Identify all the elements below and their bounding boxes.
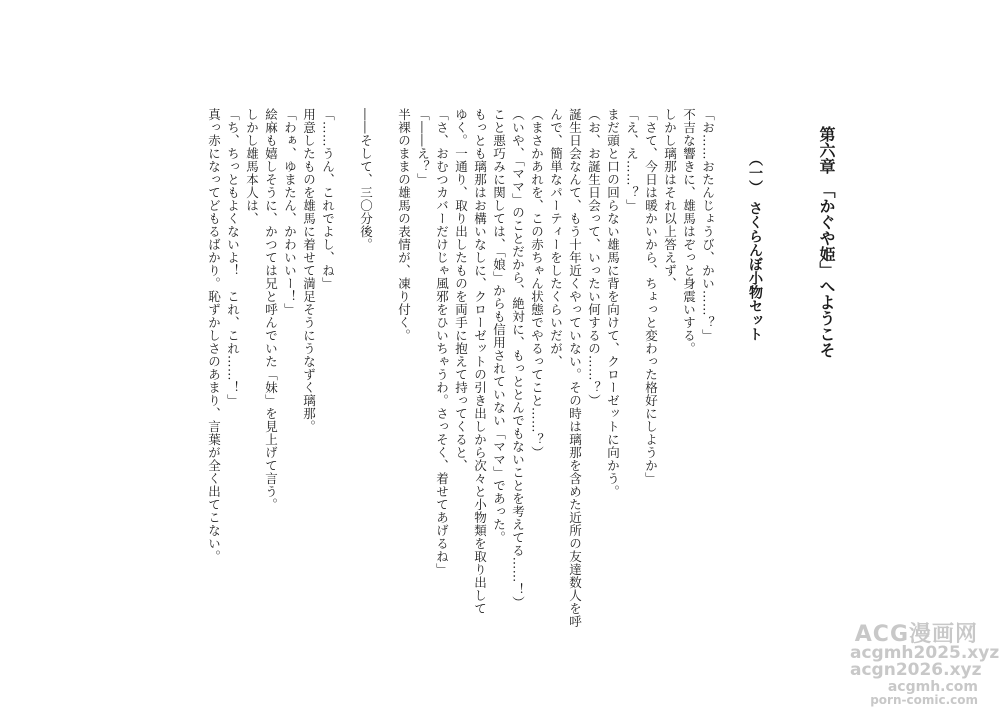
watermark-line: acgmh2025.xyz: [850, 643, 1000, 663]
watermark-line: porn-comic.com: [870, 693, 978, 707]
text-line: んで、簡単なパーティーをしたくらいだが、: [548, 108, 564, 368]
text-line: 誕生日会なんて、もう十年近くやっていない。その時は璃那を含めた近所の友達数人を呼: [567, 108, 583, 628]
text-line: 「お……おたんじょうび、かい……？」: [700, 108, 716, 342]
text-line: 不吉な響きに、雄馬はぞっと身震いする。: [681, 108, 697, 355]
text-line: 「……うん、これでよし、ね」: [320, 108, 336, 290]
text-line: 半裸のままの雄馬の表情が、凍り付く。: [396, 108, 412, 342]
text-line: まだ頭と口の回らない雄馬に背を向けて、クローゼットに向かう。: [605, 108, 621, 498]
text-line: ――そして、三〇分後。: [358, 108, 374, 251]
text-line: 「ち、ちっともよくないよ！ これ、これ……！」: [225, 108, 241, 407]
text-line: もっとも璃那はお構いなしに、クローゼットの引き出しから次々と小物類を取り出して: [472, 108, 488, 615]
text-line: 真っ赤になってどもるばかり。恥ずかしさのあまり、言葉が全く出てこない。: [206, 108, 222, 563]
text-line: 「さ、おむつカバーだけじゃ風邪をひいちゃうわ。さっそく、着せてあげるね」: [434, 108, 450, 576]
text-line: 「え、え……？」: [624, 108, 640, 212]
text-line: 絵麻も嬉しそうに、かつては兄と呼んでいた「妹」を見上げて言う。: [263, 108, 279, 511]
text-line: しかし璃那はそれ以上答えず、: [662, 108, 678, 290]
text-line: （いや、「ママ」のことだから、絶対に、もっととんでもないことを考えてる……！）: [510, 108, 526, 609]
text-line: 用意したものを雄馬に着せて満足そうにうなずく璃那。: [301, 108, 317, 433]
watermark-line: acgn2026.xyz: [850, 660, 982, 680]
watermark-line: ACG漫画网: [854, 622, 978, 647]
text-line: こと悪巧みに関しては、「娘」からも信用されていない「ママ」であった。: [491, 108, 507, 544]
text-line: 「――え？」: [415, 108, 431, 186]
chapter-subtitle: （一） さくらんぼ小物セット: [747, 152, 763, 341]
text-line: ゆく。一通り、取り出したものを両手に抱えて持ってくると、: [453, 108, 469, 472]
text-line: 「さて、今日は暖かいから、ちょっと変わった格好にしようか」: [643, 108, 659, 485]
text-line: 「わぁ、ゆまたん、かわいいー！」: [282, 108, 298, 316]
text-line: （お、お誕生日会って、いったい何するの……？）: [586, 108, 602, 407]
text-line: しかし雄馬本人は、: [244, 108, 260, 225]
chapter-title: 第六章 「かぐや姫」へようこそ: [817, 126, 836, 358]
text-line: （まさかあれを、この赤ちゃん状態でやるってこと……？）: [529, 108, 545, 459]
watermark-line: acgmh.com: [887, 679, 978, 695]
